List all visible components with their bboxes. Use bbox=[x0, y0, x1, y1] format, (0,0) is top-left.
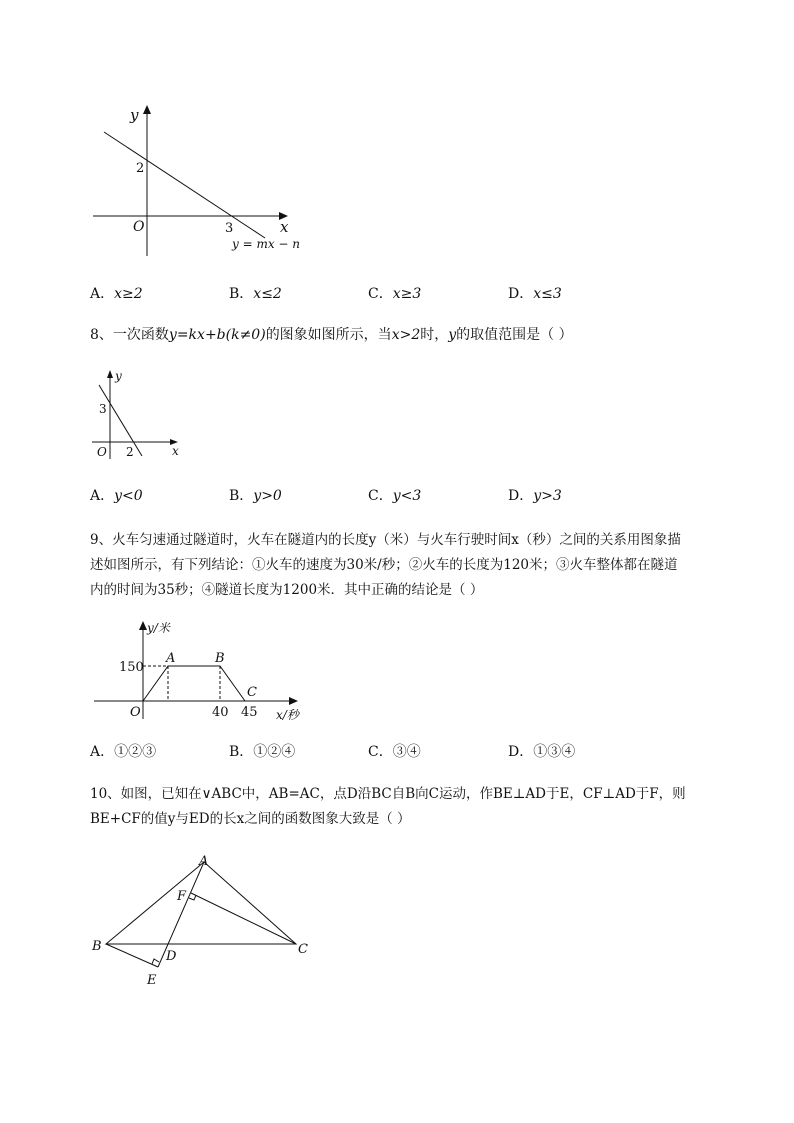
q9-question-line-3: 内的时间为35秒；④隧道长度为1200米．其中正确的结论是（ ） bbox=[90, 582, 484, 598]
triangle-abc bbox=[106, 862, 296, 944]
segment-ad bbox=[158, 862, 204, 967]
q8-option-a[interactable]: A．y<0 bbox=[90, 488, 143, 504]
x-tick-40: 40 bbox=[212, 705, 229, 720]
y-axis-arrow-icon bbox=[143, 105, 151, 114]
point-a-label: A bbox=[166, 651, 176, 666]
point-c-label: C bbox=[298, 942, 308, 957]
q8-option-c[interactable]: C．y<3 bbox=[368, 488, 422, 504]
q7-option-c[interactable]: C．x≥3 bbox=[368, 286, 422, 302]
q9-option-c[interactable]: C．③④ bbox=[368, 744, 421, 760]
q10-question-line-1: 10、如图，已知在∨ABC中，AB=AC，点D沿BC自B向C运动，作BE⊥AD于E，CF⊥AD于F，则 bbox=[90, 786, 686, 802]
y-axis-label: y/米 bbox=[147, 621, 170, 635]
figure-train-graph bbox=[90, 615, 330, 725]
origin-label: O bbox=[133, 219, 145, 235]
x-tick-45: 45 bbox=[241, 705, 258, 720]
q10-question-line-2: BE+CF的值y与ED的长x之间的函数图象大致是（ ） bbox=[90, 811, 411, 827]
q7-option-b[interactable]: B．x≤2 bbox=[229, 286, 282, 302]
y-axis-label: y bbox=[130, 106, 139, 124]
point-b-label: B bbox=[92, 939, 102, 954]
origin-label: O bbox=[130, 705, 141, 720]
y-tick-150: 150 bbox=[119, 660, 144, 675]
y-axis-arrow-icon bbox=[107, 370, 113, 378]
figure-line-kx-b bbox=[88, 365, 188, 465]
y-intercept-label: 3 bbox=[99, 402, 107, 416]
q9-option-b[interactable]: B．①②④ bbox=[229, 744, 296, 760]
x-intercept-label: 3 bbox=[225, 221, 234, 236]
y-axis-label: y bbox=[115, 369, 122, 383]
figure-line-mx-n bbox=[88, 100, 308, 260]
q8-question: 8、一次函数y=kx+b(k≠0)的图象如图所示，当x>2时，y的取值范围是（ ） bbox=[90, 327, 573, 343]
segment-cf bbox=[191, 893, 296, 944]
q9-question-line-2: 述如图所示，有下列结论：①火车的速度为30米/秒；②火车的长度为120米；③火车整体都在隧道 bbox=[90, 557, 678, 573]
q9-question-line-1: 9、火车匀速通过隧道时，火车在隧道内的长度y（米）与火车行驶时间x（秒）之间的关系用图象描 bbox=[90, 532, 681, 548]
right-angle-mark-f bbox=[189, 895, 196, 900]
q8-option-b[interactable]: B．y>0 bbox=[229, 488, 282, 504]
y-axis-arrow-icon bbox=[139, 621, 147, 630]
q9-option-a[interactable]: A．①②③ bbox=[90, 744, 157, 760]
right-angle-mark-e bbox=[152, 959, 159, 964]
graph-line bbox=[104, 132, 265, 238]
x-intercept-label: 2 bbox=[126, 445, 134, 459]
figure-triangle bbox=[88, 850, 328, 995]
point-f-label: F bbox=[177, 889, 187, 904]
q9-option-d[interactable]: D．①③④ bbox=[508, 744, 576, 760]
point-e-label: E bbox=[147, 973, 157, 988]
y-intercept-label: 2 bbox=[136, 161, 145, 176]
point-c-label: C bbox=[247, 685, 257, 700]
point-b-label: B bbox=[215, 651, 225, 666]
segment-be bbox=[106, 944, 158, 967]
q7-option-d[interactable]: D．x≤3 bbox=[508, 286, 562, 302]
graph-line bbox=[143, 666, 245, 701]
point-d-label: D bbox=[166, 949, 177, 964]
x-axis-label: x bbox=[172, 444, 179, 458]
q7-option-a[interactable]: A．x≥2 bbox=[90, 286, 143, 302]
x-axis-label: x/秒 bbox=[276, 708, 299, 722]
origin-label: O bbox=[97, 445, 107, 459]
x-axis-arrow-icon bbox=[289, 697, 298, 705]
line-equation-label: y = mx − n bbox=[232, 237, 301, 251]
q8-option-d[interactable]: D．y>3 bbox=[508, 488, 562, 504]
x-axis-label: x bbox=[280, 218, 289, 236]
point-a-label: A bbox=[199, 854, 209, 869]
